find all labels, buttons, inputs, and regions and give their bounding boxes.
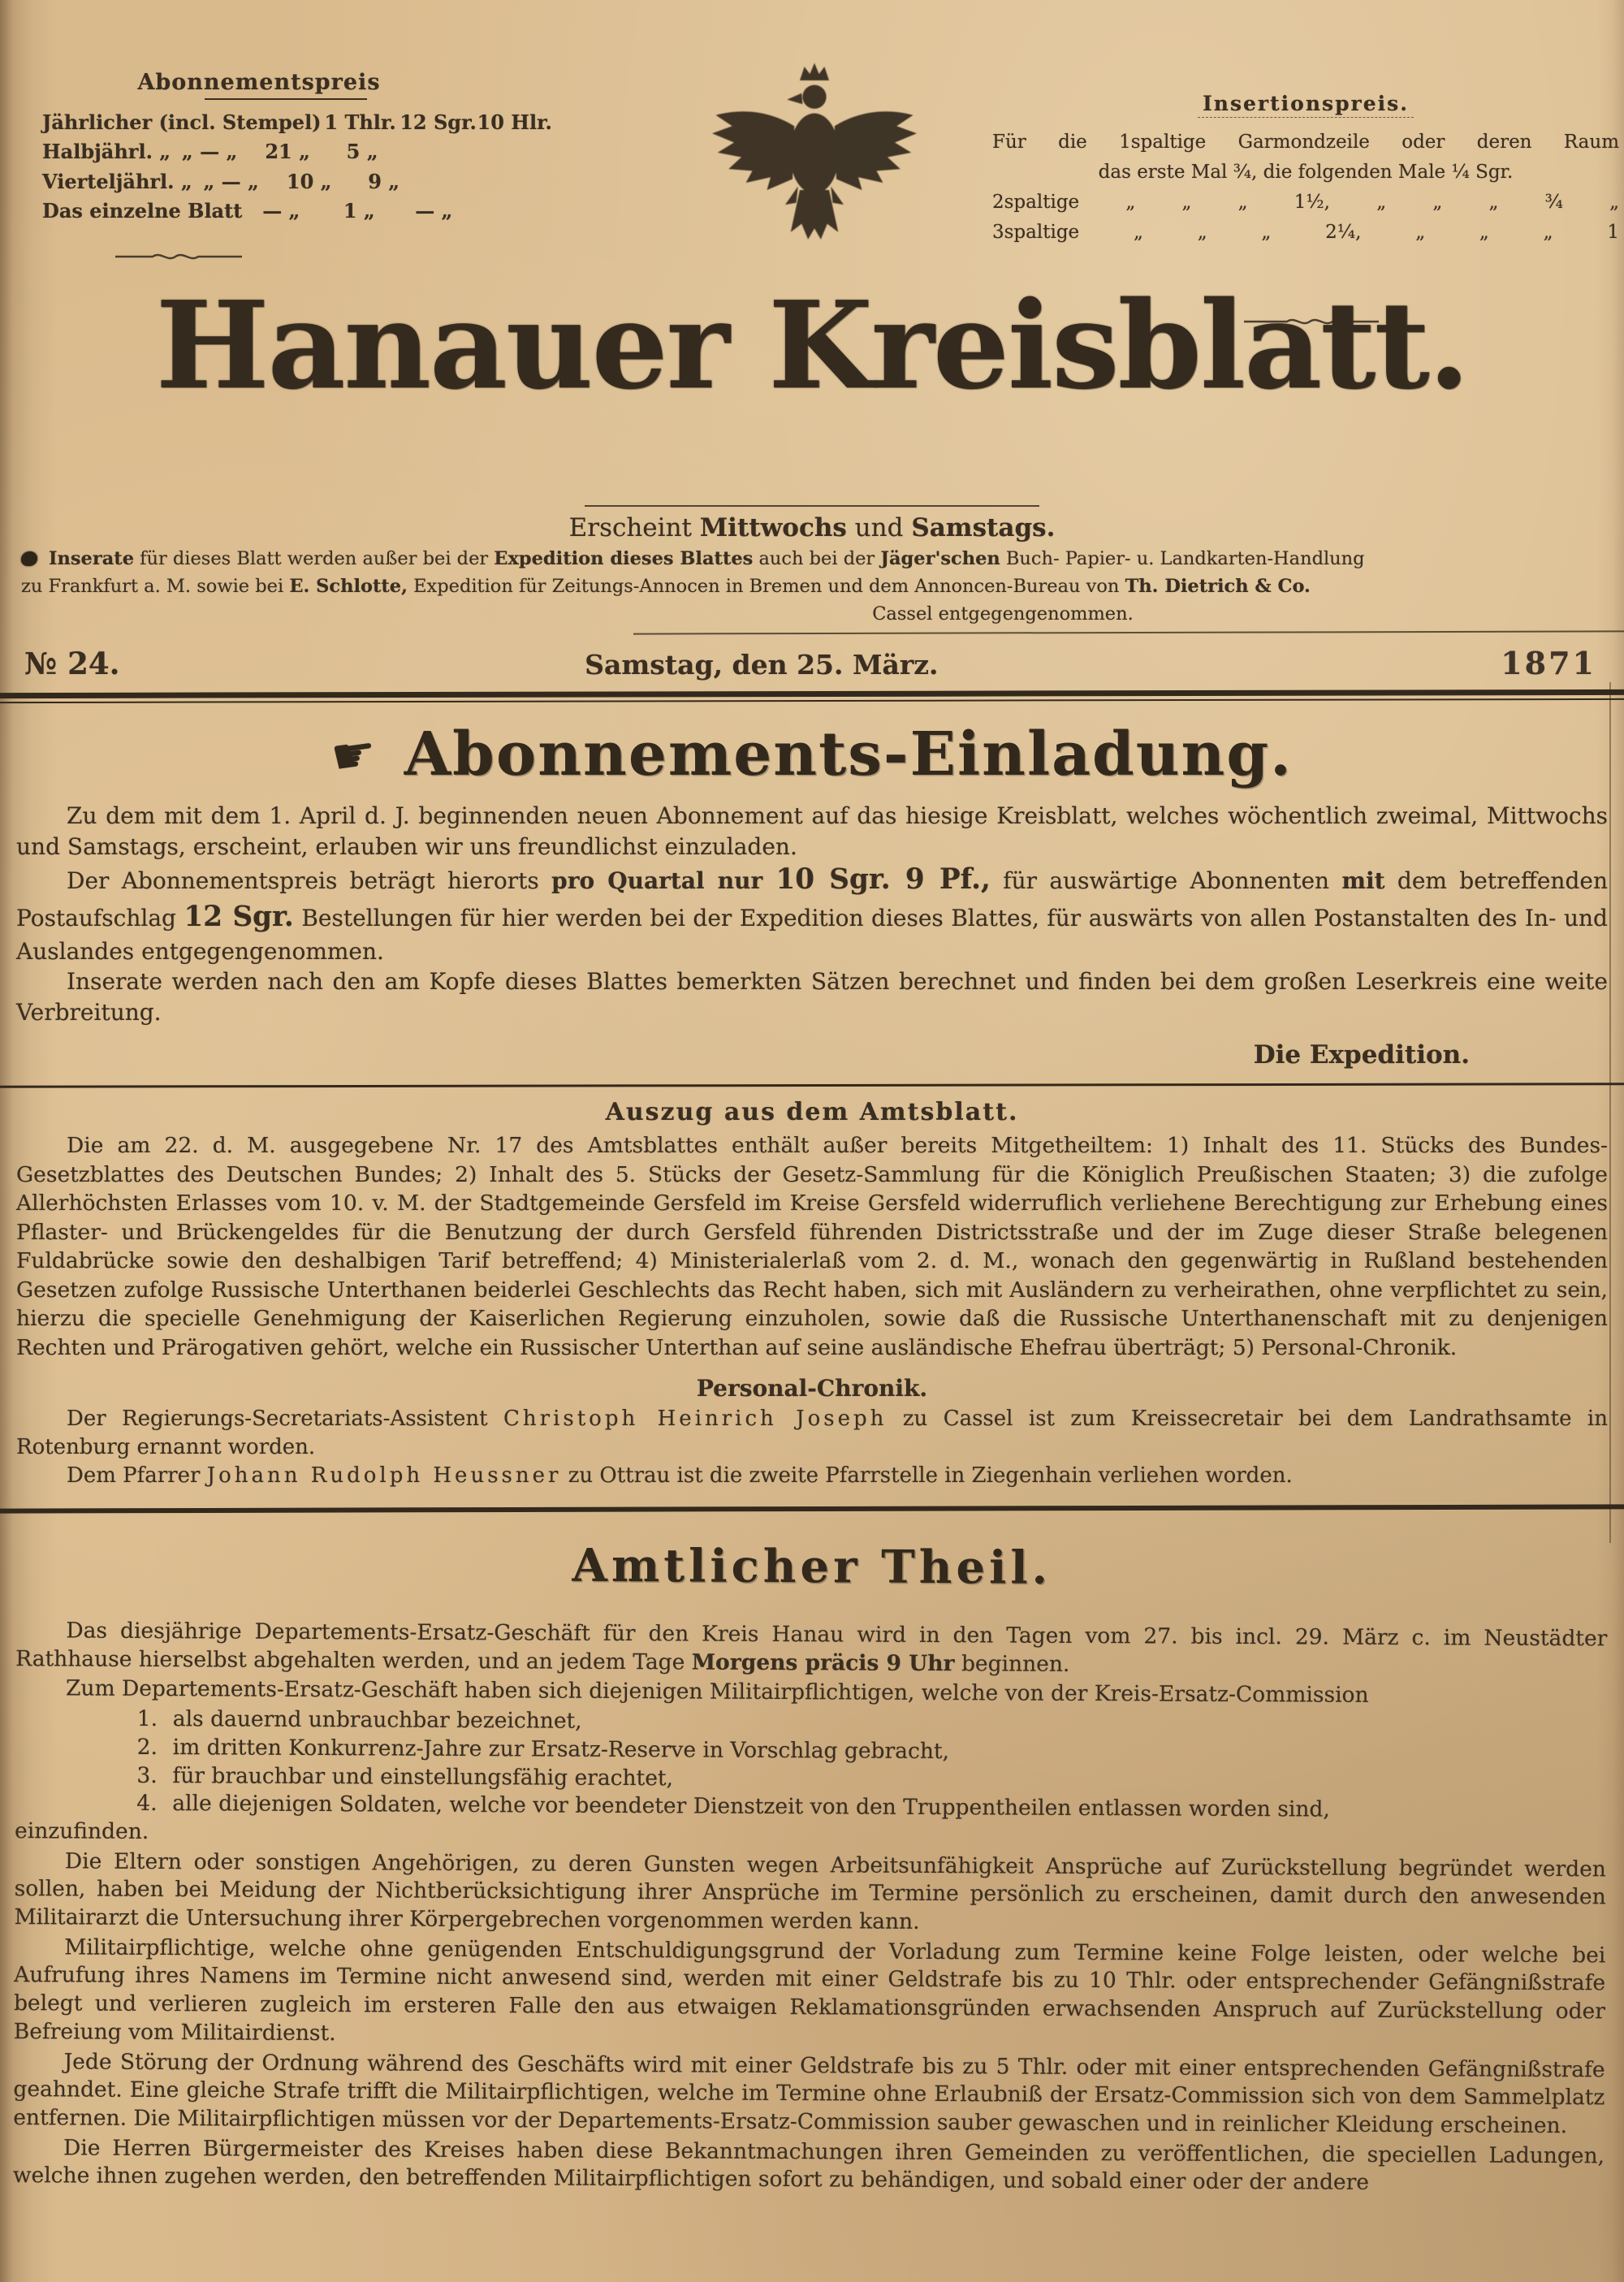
price-cell: 12 Sgr. — [400, 110, 477, 134]
paragraph: Das diesjährige Departements-Ersatz-Geschäft für den Kreis Hanau wird in den Tagen vom 27. bis incl. 29. März c. im Neustädter Rathhause hierselbst abgehalten werden, und an jedem Tage Morgens präcis 9 Uhr beginnen. — [15, 1618, 1608, 1677]
price-row-label: Jährlicher (incl. Stempel) — [42, 110, 322, 134]
heavy-rule — [0, 1504, 1624, 1513]
paragraph: Der Regierungs-Secretariats-Assistent Christoph Heinrich Joseph zu Cassel ist zum Kreissecretair bei dem Landrathsamte in Rotenburg ernannt worden. — [16, 1407, 1608, 1459]
flourish-divider-icon — [114, 250, 244, 263]
masthead-title: Hanauer Kreisblatt. — [155, 274, 1469, 416]
price-cell: 9 „ — [368, 169, 400, 193]
numbered-list — [136, 1705, 1607, 1826]
price-cell: „ — „ — [181, 140, 238, 164]
paragraph: Die Eltern oder sonstigen Angehörigen, zu deren Gunsten wegen Arbeitsunfähigkeit Ansprüche auf Zurückstellung begründet werden sollen, haben bei Meidung der Nichtberücksichtigung ihrer Ansprüche im Termine persönlich zu erscheinen, damit durch den anwesenden Militairarzt die Untersuchung ihrer Körpergebrechen vorgenommen werden kann. — [14, 1848, 1606, 1934]
price-row-label: Vierteljährl. „ — [42, 169, 192, 193]
price-cell: 5 „ — [346, 140, 378, 164]
price-row — [42, 167, 400, 197]
issue-date: Samstag, den 25. März. — [585, 649, 939, 681]
price-row-label: Das einzelne Blatt — [42, 199, 243, 223]
subscription-price-title: Abonnementspreis — [137, 70, 381, 95]
page-body — [0, 632, 1624, 2195]
list-text: im dritten Konkurrenz-Jahre zur Ersatz-Reserve in Vorschlag gebracht, — [172, 1734, 950, 1764]
insertion-price-block — [992, 88, 1619, 249]
section-amtlicher-theil — [0, 1536, 1624, 2199]
signature: Die Expedition. — [1253, 1040, 1470, 1070]
paragraph: Zu dem mit dem 1. April d. J. beginnenden neuen Abonnement auf das hiesige Kreisblatt, welches wöchentlich zweimal, Mittwochs und Samstags, erscheint, erlauben wir uns freundlichst einzuladen. — [16, 802, 1608, 860]
subscription-price-block — [42, 70, 552, 227]
section-personal-chronik — [0, 1375, 1624, 1489]
paragraph: Militairpflichtige, welche ohne genügenden Entschuldigungsgrund der Vorladung zum Termine keine Folge leisten, oder welche bei Aufrufung ihres Namens im Termine nicht anwesend sind, werden mit einer Geldstrafe bis zu 10 Thlr. oder entsprechender Gefängnißstrafe belegt und verlieren zugleich im ersteren Falle den aus etwaigen Reklamationsgründen erwachsenden Anspruch auf Zurückstellung oder Befreiung vom Militairdienst. — [13, 1934, 1606, 2046]
paragraph: Inserate werden nach den am Kopfe dieses Blattes bemerkten Sätzen berechnet und finden bei dem großen Leserkreis eine weite Verbreitung. — [16, 968, 1608, 1026]
insertion-price-title-text: Insertionspreis. — [1198, 92, 1414, 118]
section-abonnements-einladung — [0, 720, 1624, 1070]
insertion-price-line: Für die 1spaltige Garmondzeile oder deren Raum — [992, 131, 1619, 153]
list-number: 1. — [136, 1705, 158, 1731]
imperial-eagle-icon — [705, 39, 924, 283]
masthead-rule — [585, 505, 1039, 507]
issue-year: 1871 — [1501, 645, 1596, 681]
issue-number: № 24. — [24, 646, 120, 681]
insertion-price-line: 3spaltige „ „ „ 2¼, „ „ „ 1 — [992, 222, 1619, 244]
title-underline-rule — [205, 98, 367, 100]
paragraph: Dem Pfarrer Johann Rudolph Heussner zu Ottrau ist die zweite Pfarrstelle in Ziegenhain verliehen worden. — [67, 1463, 1293, 1488]
price-cell: — „ — [415, 199, 453, 223]
price-row — [42, 197, 453, 226]
inserate-notice — [21, 546, 1611, 628]
list-text: als dauernd unbrauchbar bezeichnet, — [172, 1705, 582, 1734]
notice-line: zu Frankfurt a. M. sowie bei E. Schlotte, Expedition für Zeitungs-Annocen in Bremen und dem Annoncen-Bureau von Th. Dietrich & Co. — [21, 575, 1311, 597]
insertion-price-line: 2spaltige „ „ „ 1½, „ „ „ ¾ „ — [992, 192, 1619, 213]
list-number: 3. — [136, 1761, 158, 1788]
issue-line — [0, 633, 1624, 691]
notice-line: Cassel entgegengenommen. — [872, 603, 1134, 625]
page-header — [0, 0, 1624, 632]
paragraph: Jede Störung der Ordnung während des Geschäfts wird mit einer Geldstrafe bis zu 5 Thlr. oder mit einer entsprechenden Gefängnißstrafe geahndet. Eine gleiche Strafe trifft die Militairpflichtigen, welche im Termine ohne Erlaubniß der Ersatz-Commission sich von dem Sammelplatz entfernen. Die Militairpflichtigen müssen vor der Departements-Ersatz-Commission sauber gewaschen und in reinlicher Kleidung erscheinen. — [13, 2048, 1605, 2138]
insertion-price-title — [992, 88, 1619, 121]
list-number: 4. — [136, 1790, 158, 1816]
paragraph: Der Abonnementspreis beträgt hierorts pro Quartal nur 10 Sgr. 9 Pf., für auswärtige Abonnenten mit dem betreffenden Postaufschlag 12 Sgr. Bestellungen für hier werden bei der Expedition dieses Blattes, für auswärts von allen Postanstalten des In- und Auslandes entgegengenommen. — [16, 863, 1608, 965]
ink-blot-icon — [21, 551, 37, 566]
section-title: Abonnements-Einladung. — [404, 720, 1293, 789]
price-cell: 1 „ — [343, 199, 375, 223]
section-title: Auszug aus dem Amtsblatt. — [605, 1098, 1019, 1127]
price-row-label: Halbjährl. „ — [42, 140, 171, 164]
price-cell: 10 Hlr. — [477, 110, 552, 134]
price-cell: 1 Thlr. — [324, 110, 396, 134]
list-text: für brauchbar und einstellungsfähig erachtet, — [172, 1762, 674, 1791]
section-title: Amtlicher Theil. — [572, 1538, 1052, 1595]
section-amtsblatt — [0, 1098, 1624, 1362]
section-heading — [16, 720, 1608, 789]
list-number: 2. — [136, 1734, 158, 1760]
section-rule — [0, 1083, 1624, 1087]
section-title: Personal-Chronik. — [696, 1375, 928, 1402]
insertion-price-line: das erste Mal ¾, die folgenden Male ¼ Sgr. — [1098, 161, 1514, 183]
paragraph: Zum Departements-Ersatz-Geschäft haben sich diejenigen Militairpflichtigen, welche von der Kreis-Ersatz-Commission — [65, 1675, 1369, 1708]
double-rule — [0, 691, 1624, 702]
price-cell: 10 „ — [286, 169, 332, 193]
price-row — [42, 137, 387, 166]
notice-line — [21, 546, 1611, 573]
price-cell: „ — „ — [203, 169, 259, 193]
list-text: alle diejenigen Soldaten, welche vor beendeter Dienstzeit von den Truppentheilen entlassen worden sind, — [172, 1790, 1330, 1822]
notice-line-text: Inserate für dieses Blatt werden außer bei der Expedition dieses Blattes auch bei der Jäger'schen Buch- Papier- u. Landkarten-Handlung — [49, 548, 1365, 569]
paragraph: Die am 22. d. M. ausgegebene Nr. 17 des Amtsblattes enthält außer bereits Mitgetheiltem: 1) Inhalt des 11. Stücks des Bundes-Gesetzblattes des Deutschen Bundes; 2) Inhalt des 5. Stücks der Gesetz-Sammlung für die Königlich Preußischen Staaten; 3) die zufolge Allerhöchsten Erlasses vom 10. v. M. der Stadtgemeinde Gersfeld im Kreise Gersfeld widerruflich verliehene Berechtigung zur Erhebung eines Pflaster- und Brückengeldes für die Benutzung der durch Gersfeld führenden Districtsstraße und der im Zuge dieser Straße belegenen Fuldabrücke sowie den deshalbigen Tarif betreffend; 4) Ministerialerlaß vom 2. d. M., wonach den gegenwärtig in Rußland bestehenden Gesetzen zufolge Russische Unterthanen beiderlei Geschlechts das Recht haben, sich mit Ausländern zu verheirathen, ohne verpflichtet zu sein, hierzu die specielle Genehmigung der Kaiserlichen Regierung einzuholen, sowie daß die Russische Unterthanenschaft mit zu denjenigen Rechten und Prärogativen gehört, welche ein Russischer Unterthan auf seine ausländische Ehefrau überträgt; 5) Personal-Chronik. — [16, 1133, 1608, 1360]
list-closing: einzufinden. — [15, 1817, 149, 1844]
price-cell: — „ — [262, 199, 300, 223]
publication-schedule: Erscheint Mittwochs und Samstags. — [568, 513, 1056, 542]
pointing-hand-icon: ☛ — [327, 721, 381, 788]
price-cell: 21 „ — [265, 140, 310, 164]
paragraph: Die Herren Bürgermeister des Kreises haben diese Bekanntmachungen ihren Gemeinden zu veröffentlichen, die speciellen Ladungen, welche ihnen zugehen werden, den betreffenden Militairpflichtigen sofort zu behändigen, und sobald einer oder der andere — [12, 2134, 1605, 2195]
price-row — [42, 108, 552, 137]
